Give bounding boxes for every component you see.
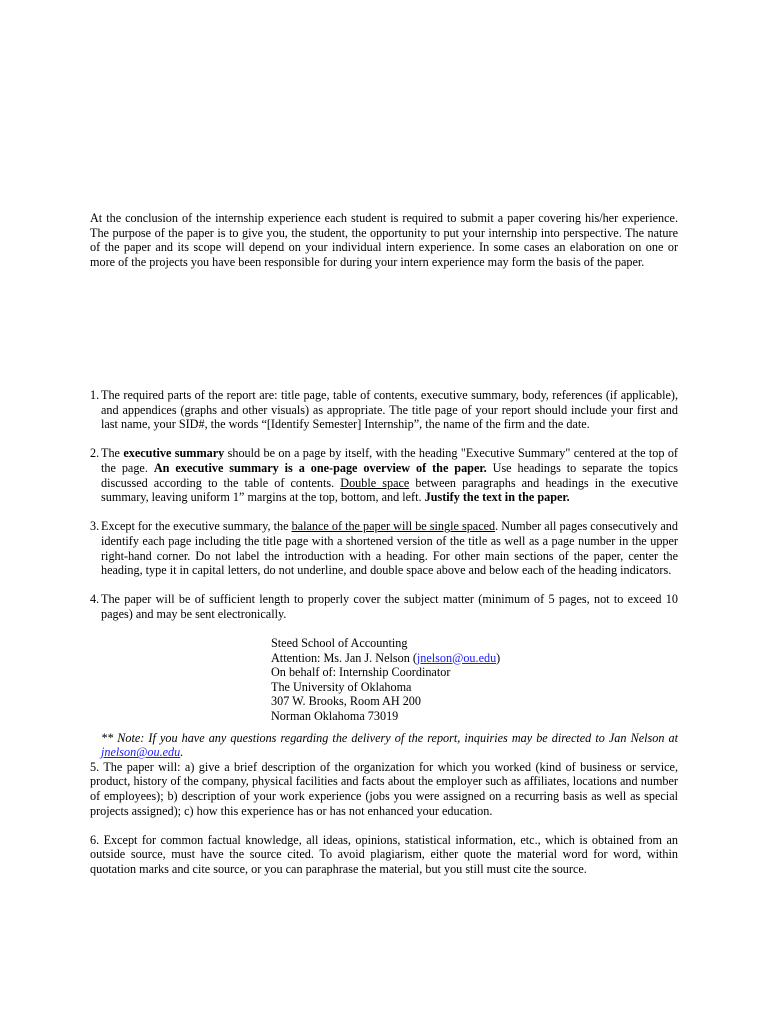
list-number: 3. — [90, 519, 100, 534]
address-line: On behalf of: Internship Coordinator — [271, 665, 451, 680]
text-run: ) — [496, 650, 501, 665]
bold-run: An executive summary is a one-page overview of the paper. — [153, 460, 487, 475]
address-line: Norman Oklahoma 73019 — [271, 709, 399, 724]
text-run: Use headings to separate the topics discussed according to the table of contents. — [101, 460, 678, 490]
mailing-address — [271, 636, 678, 724]
list-item-6 — [90, 833, 678, 877]
text-run: Except for the executive summary, the — [101, 519, 292, 534]
address-line: The University of Oklahoma — [271, 679, 412, 694]
bold-run: executive summary — [123, 446, 225, 461]
email-link[interactable]: jnelson@ou.edu — [101, 745, 181, 760]
email-link[interactable]: jnelson@ou.edu — [416, 650, 497, 665]
address-line — [271, 651, 678, 666]
underlined-run: balance of the paper will be single spaced — [291, 519, 496, 534]
list-item-1 — [90, 388, 678, 432]
text-run: . — [180, 745, 184, 760]
list-number: 6. — [90, 832, 100, 847]
list-number: 2. — [90, 446, 100, 461]
bold-run: Justify the text in the paper. — [424, 490, 570, 505]
list-item-text: The paper will: a) give a brief description of the organization for which you worked (kind of business or service, product, history of the company, physical facilities and facts about the employer such as affiliates, locations and number of employees); b) description of your work experience (jobs you were assigned on a recurring basis as well as special projects assigned); c) how this experience has or has not enhanced your education. — [90, 759, 678, 818]
text-run: . Number all pages consecutively and identify each page including the title page with a shortened version of the title as well as a page number in the upper right-hand corner. Do not label the introduction with a heading. For other main sections of the paper, center the heading, type it in capital letters, do not underline, and double space above and below each of the heading indicators. — [101, 519, 678, 578]
text-run: between paragraphs and headings in the executive summary, leaving uniform 1” margins at the top, bottom, and left. — [101, 475, 678, 505]
list-item-text: Except for common factual knowledge, all ideas, opinions, statistical information, etc., which is obtained from an outside source, must have the source cited. To avoid plagiarism, either quote the material word for word, within quotation marks and cite source, or you can paraphrase the material, but you still must cite the source. — [90, 832, 678, 876]
list-item-2 — [90, 446, 678, 504]
intro-paragraph: At the conclusion of the internship experience each student is required to submit a paper covering his/her experience. The purpose of the paper is to give you, the student, the opportunity to put your internship into perspective. The nature of the paper and its scope will depend on your individual intern experience. In some cases an elaboration on one or more of the projects you have been responsible for during your intern experience may form the basis of the paper. — [90, 211, 678, 269]
address-line: 307 W. Brooks, Room AH 200 — [271, 694, 421, 709]
list-number: 4. — [90, 592, 100, 607]
list-number: 5. — [90, 759, 100, 774]
text-run: Attention: Ms. Jan J. Nelson ( — [271, 650, 417, 665]
text-run: ** Note: If you have any questions regarding the delivery of the report, inquiries may be directed to Jan Nelson at — [101, 730, 678, 745]
list-number: 1. — [90, 388, 100, 402]
text-run: should be on a page by itself, with the heading "Executive Summary" centered at the top of the page. — [101, 446, 678, 475]
underlined-run: Double space — [340, 475, 410, 490]
text-run: The — [101, 446, 124, 461]
address-line: Steed School of Accounting — [271, 636, 408, 651]
list-item-4 — [90, 592, 678, 621]
list-item-text: The paper will be of sufficient length to properly cover the subject matter (minimum of 5 pages, not to exceed 10 pages) and may be sent electronically. — [101, 592, 678, 621]
requirements-list — [90, 388, 678, 891]
list-item-text: The required parts of the report are: title page, table of contents, executive summary, body, references (if applicable), and appendices (graphs and other visuals) as appropriate. The title page of your report should include your first and last name, your SID#, the words “[Identify Semester] Internship”, the name of the firm and the date. — [101, 388, 678, 432]
list-item-3 — [90, 519, 678, 577]
note-paragraph — [90, 731, 678, 760]
list-item-5 — [90, 760, 678, 818]
